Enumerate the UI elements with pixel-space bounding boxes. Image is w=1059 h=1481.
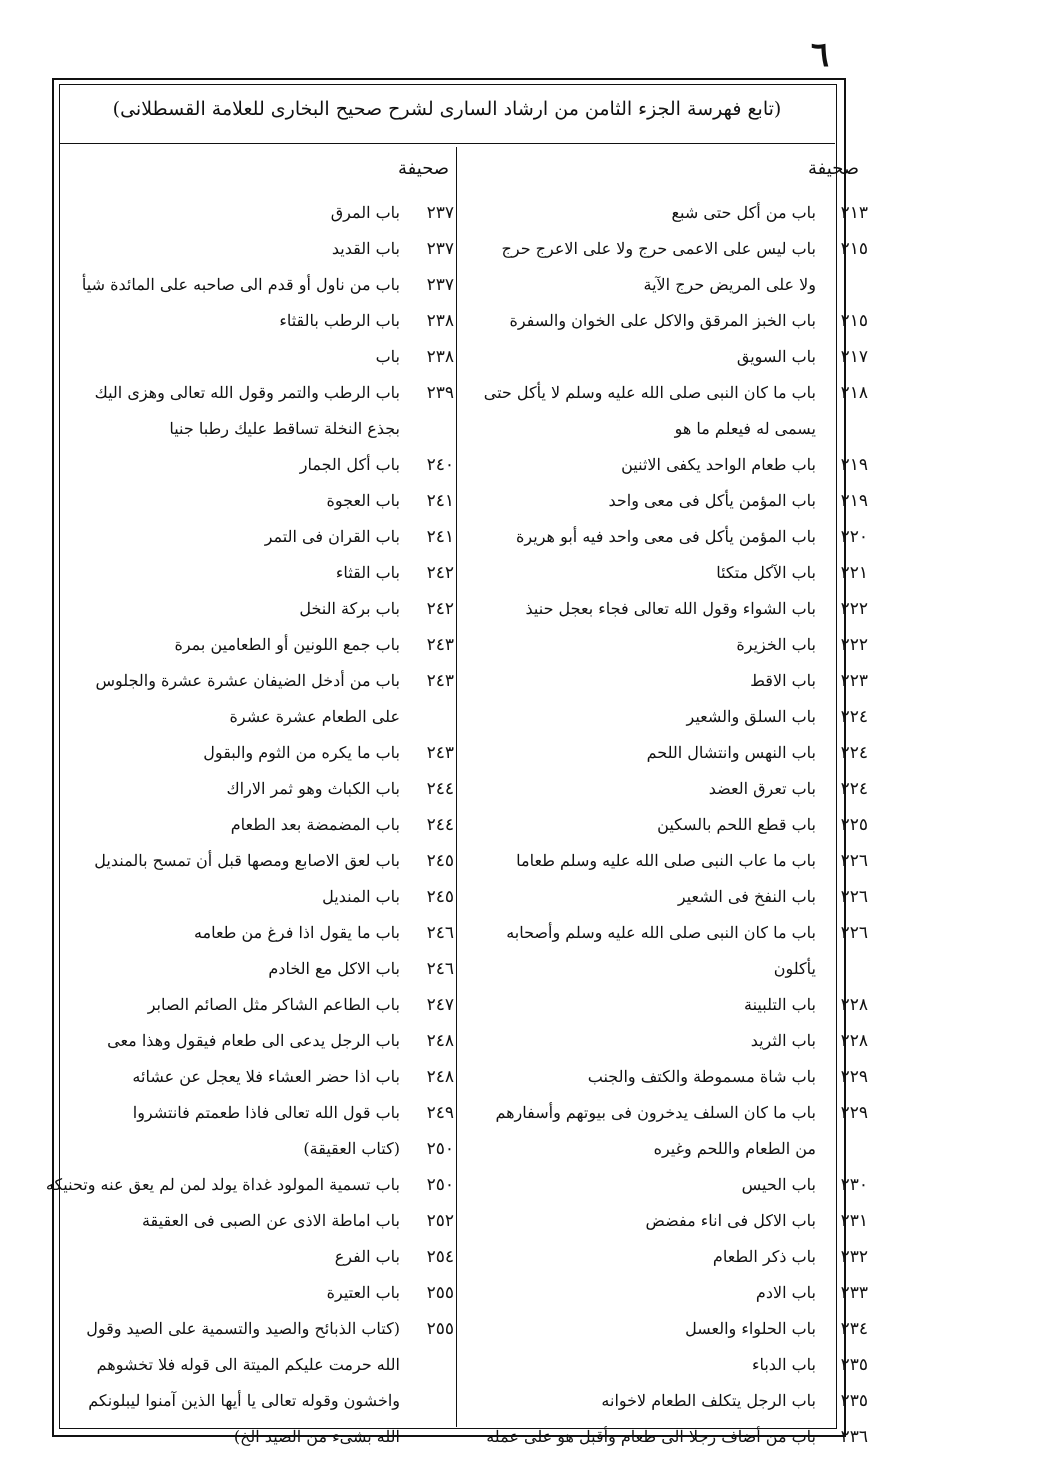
entry-title	[40, 591, 404, 627]
entry-title	[460, 1311, 820, 1347]
entry-page-number: ٢٣٣	[840, 1283, 868, 1303]
index-entry	[40, 447, 454, 483]
entry-title	[460, 519, 820, 555]
entry-title	[460, 699, 820, 735]
index-entry	[40, 1239, 454, 1275]
entry-title-line: (كتاب العقيقة)	[303, 1139, 400, 1158]
index-entry	[460, 987, 868, 1023]
index-entry	[40, 1275, 454, 1311]
entry-page-number: ٢٣٥	[840, 1391, 868, 1411]
entry-title-line: الله بشىء من الصيد الخ)	[233, 1427, 400, 1446]
index-entry	[460, 231, 868, 303]
entry-title-line: باب الكباث وهو ثمر الاراك	[226, 779, 400, 798]
left-column-header: صحيفة	[398, 158, 450, 179]
entry-title-line: باب لعق الاصابع ومصها قبل أن تمسح بالمنديل	[94, 851, 400, 870]
entry-title	[460, 375, 820, 447]
entry-page-number: ٢٣٥	[840, 1355, 868, 1375]
entry-page-number: ٢٢٩	[840, 1103, 868, 1123]
entry-page-number: ٢٤٤	[426, 815, 454, 835]
entry-title	[40, 735, 404, 771]
entry-title-line: باب المؤمن يأكل فى معى واحد	[608, 491, 816, 510]
entry-title-line: باب ما يقول اذا فرغ من طعامه	[193, 923, 400, 942]
entry-page-number: ٢٢٩	[840, 1067, 868, 1087]
index-entry	[40, 483, 454, 519]
entry-title-line: باب اذا حضر العشاء فلا يعجل عن عشائه	[132, 1067, 400, 1086]
index-entry	[460, 447, 868, 483]
index-entry	[40, 303, 454, 339]
index-entry	[460, 1347, 868, 1383]
entry-title	[460, 447, 820, 483]
entry-page-number: ٢٥٥	[426, 1283, 454, 1303]
entry-page-number: ٢٥٥	[426, 1319, 454, 1339]
index-entry	[40, 1023, 454, 1059]
entry-title-line: ولا على المريض حرج الآية	[643, 275, 816, 294]
entry-title	[460, 1059, 820, 1095]
index-entry	[460, 843, 868, 879]
entry-page-number: ٢٣٦	[840, 1427, 868, 1447]
entry-title-line: باب أكل الجمار	[299, 455, 400, 474]
right-column-header: صحيفة	[808, 158, 860, 179]
entry-title-line: باب ما كان السلف يدخرون فى بيوتهم وأسفارهم	[495, 1103, 816, 1122]
entry-page-number: ٢٥٠	[426, 1175, 454, 1195]
index-entry	[460, 1419, 868, 1455]
entry-title-line: يسمى له فيعلم ما هو	[674, 419, 816, 438]
entry-page-number: ٢٣٧	[426, 275, 454, 295]
entry-title	[460, 1383, 820, 1419]
entry-title-line: واخشون وقوله تعالى يا أيها الذين آمنوا ليبلونكم	[88, 1391, 400, 1410]
entry-title-line: باب ما كان النبى صلى الله عليه وسلم لا يأكل حتى	[483, 383, 816, 402]
entry-title	[40, 519, 404, 555]
entry-title-line: باب ما عاب النبى صلى الله عليه وسلم طعاما	[516, 851, 816, 870]
entry-title	[460, 771, 820, 807]
entry-title-line: باب من أضاف رجلا الى طعام وأقبل هو على عمله	[486, 1427, 816, 1446]
right-column	[460, 195, 868, 1455]
title-rule	[59, 143, 835, 144]
entry-title	[460, 807, 820, 843]
index-entry	[460, 1383, 868, 1419]
entry-title	[460, 591, 820, 627]
entry-page-number: ٢٢٨	[840, 1031, 868, 1051]
index-entry	[460, 807, 868, 843]
entry-title-line: باب جمع اللونين أو الطعامين بمرة	[174, 635, 400, 654]
entry-page-number: ٢٢٢	[840, 599, 868, 619]
entry-title-line: باب المرق	[330, 203, 400, 222]
entry-title-line: باب الحلواء والعسل	[685, 1319, 816, 1338]
entry-page-number: ٢٤٩	[426, 1103, 454, 1123]
entry-page-number: ٢٣١	[840, 1211, 868, 1231]
entry-title	[40, 483, 404, 519]
entry-page-number: ٢٤٥	[426, 887, 454, 907]
index-entry	[460, 699, 868, 735]
entry-title-line: باب الرجل يتكلف الطعام لاخوانه	[601, 1391, 816, 1410]
entry-title	[460, 1419, 820, 1455]
entry-title	[460, 735, 820, 771]
index-entry	[40, 1131, 454, 1167]
entry-title	[40, 1023, 404, 1059]
entry-title-line: باب التلبينة	[744, 995, 816, 1014]
entry-title-line: باب ما كان النبى صلى الله عليه وسلم وأصحابه	[506, 923, 816, 942]
entry-page-number: ٢٣٨	[426, 311, 454, 331]
entry-title	[460, 303, 820, 339]
entry-title	[40, 987, 404, 1023]
entry-title-line: باب الخبز المرقق والاكل على الخوان والسفرة	[509, 311, 816, 330]
entry-title-line: باب من أدخل الضيفان عشرة عشرة والجلوس	[95, 671, 400, 690]
entry-title	[40, 663, 404, 735]
entry-page-number: ٢٤٦	[426, 959, 454, 979]
entry-title	[460, 987, 820, 1023]
entry-title-line: باب ذكر الطعام	[712, 1247, 816, 1266]
entry-title	[40, 807, 404, 843]
entry-title-line: باب الرطب والتمر وقول الله تعالى وهزى اليك	[94, 383, 400, 402]
index-entry	[40, 519, 454, 555]
entry-title	[40, 1059, 404, 1095]
entry-title	[40, 375, 404, 447]
entry-title	[460, 339, 820, 375]
entry-title-line: من الطعام واللحم وغيره	[653, 1139, 816, 1158]
entry-page-number: ٢٢٨	[840, 995, 868, 1015]
entry-title-line: باب السويق	[736, 347, 816, 366]
entry-title-line: باب الاكل مع الخادم	[268, 959, 400, 978]
entry-title-line: باب القديد	[331, 239, 400, 258]
entry-title-line: باب تعرق العضد	[708, 779, 816, 798]
entry-title	[460, 663, 820, 699]
index-entry	[40, 1095, 454, 1131]
entry-page-number: ٢١٥	[840, 239, 868, 259]
entry-page-number: ٢١٩	[840, 491, 868, 511]
entry-title-line: باب ما يكره من الثوم والبقول	[203, 743, 400, 762]
entry-page-number: ٢١٥	[840, 311, 868, 331]
index-entry	[460, 1239, 868, 1275]
entry-title-line: باب بركة النخل	[299, 599, 400, 618]
entry-title-line: باب العتيرة	[326, 1283, 400, 1302]
index-entry	[40, 771, 454, 807]
entry-title-line: بجذع النخلة تساقط عليك رطبا جنيا	[169, 419, 400, 438]
entry-title	[460, 915, 820, 987]
entry-page-number: ٢٢٤	[840, 707, 868, 727]
entry-title-line: باب الآكل متكئا	[716, 563, 816, 582]
index-entry	[460, 1059, 868, 1095]
entry-page-number: ٢١٧	[840, 347, 868, 367]
index-entry	[40, 195, 454, 231]
left-column	[40, 195, 454, 1455]
entry-title-line: (كتاب الذبائح والصيد والتسمية على الصيد وقول	[86, 1319, 400, 1338]
entry-title	[40, 447, 404, 483]
entry-title	[460, 231, 820, 303]
entry-title-line: باب السلق والشعير	[686, 707, 816, 726]
index-entry	[460, 1167, 868, 1203]
entry-title	[460, 1239, 820, 1275]
index-entry	[460, 1311, 868, 1347]
entry-page-number: ٢٤٢	[426, 599, 454, 619]
entry-title-line: باب قول الله تعالى فاذا طعمتم فانتشروا	[132, 1103, 400, 1122]
entry-title	[40, 555, 404, 591]
entry-page-number: ٢٢٦	[840, 923, 868, 943]
entry-page-number: ٢٣٧	[426, 239, 454, 259]
index-entry	[460, 663, 868, 699]
entry-page-number: ٢٥٠	[426, 1139, 454, 1159]
index-entry	[40, 267, 454, 303]
entry-title	[40, 1239, 404, 1275]
entry-page-number: ٢٢٢	[840, 635, 868, 655]
entry-page-number: ٢٥٢	[426, 1211, 454, 1231]
entry-title-line: باب الشواء وقول الله تعالى فجاء بعجل حنيذ	[525, 599, 816, 618]
index-entry	[460, 195, 868, 231]
entry-title	[40, 951, 404, 987]
entry-page-number: ٢٣٤	[840, 1319, 868, 1339]
entry-title-line: باب المنديل	[322, 887, 400, 906]
entry-title-line: باب الثريد	[750, 1031, 816, 1050]
entry-page-number: ٢٢٣	[840, 671, 868, 691]
entry-title	[460, 1095, 820, 1167]
entry-title-line: باب النهس وانتشال اللحم	[646, 743, 816, 762]
index-entry	[460, 303, 868, 339]
entry-page-number: ٢٤٧	[426, 995, 454, 1015]
index-entry	[40, 843, 454, 879]
entry-title	[40, 303, 404, 339]
entry-title-line: باب قطع اللحم بالسكين	[657, 815, 816, 834]
entry-title	[40, 1095, 404, 1131]
entry-page-number: ٢٢٦	[840, 851, 868, 871]
index-entry	[460, 879, 868, 915]
entry-page-number: ٢٥٤	[426, 1247, 454, 1267]
entry-page-number: ٢٢٤	[840, 743, 868, 763]
index-entry	[40, 591, 454, 627]
entry-title-line: باب اماطة الاذى عن الصبى فى العقيقة	[141, 1211, 400, 1230]
index-entry	[40, 555, 454, 591]
entry-title-line: باب المضمضة بعد الطعام	[230, 815, 400, 834]
index-entry	[40, 375, 454, 447]
page-number: ٦	[810, 35, 830, 75]
entry-page-number: ٢٣٢	[840, 1247, 868, 1267]
index-entry	[40, 807, 454, 843]
entry-title-line: باب النفخ فى الشعير	[677, 887, 816, 906]
entry-title-line: باب طعام الواحد يكفى الاثنين	[621, 455, 816, 474]
entry-title-line: باب الخزيرة	[736, 635, 816, 654]
entry-page-number: ٢١٨	[840, 383, 868, 403]
entry-title	[40, 231, 404, 267]
entry-title	[40, 843, 404, 879]
entry-page-number: ٢٤٣	[426, 671, 454, 691]
entry-title	[460, 555, 820, 591]
entry-title	[40, 339, 404, 375]
entry-page-number: ٢٤٤	[426, 779, 454, 799]
index-entry	[460, 519, 868, 555]
entry-title	[40, 1311, 404, 1455]
index-entry	[40, 339, 454, 375]
entry-page-number: ٢٣٧	[426, 203, 454, 223]
entry-page-number: ٢١٣	[840, 203, 868, 223]
entry-page-number: ٢٤١	[426, 491, 454, 511]
entry-title	[40, 1203, 404, 1239]
entry-title-line: باب من ناول أو قدم الى صاحبه على المائدة شيأ	[81, 275, 400, 294]
page-title: (تابع فهرسة الجزء الثامن من ارشاد السارى لشرح صحيح البخارى للعلامة القسطلانى)	[112, 98, 782, 120]
entry-title-line: باب القثاء	[335, 563, 400, 582]
entry-page-number: ٢٤١	[426, 527, 454, 547]
entry-title-line: باب الاقط	[750, 671, 816, 690]
index-entry	[40, 627, 454, 663]
entry-page-number: ٢٤٠	[426, 455, 454, 475]
entry-title-line: باب تسمية المولود غداة يولد لمن لم يعق عنه وتحنيكه	[45, 1175, 400, 1194]
entry-title	[40, 195, 404, 231]
entry-title-line: باب المؤمن يأكل فى معى واحد فيه أبو هريرة	[516, 527, 816, 546]
entry-title-line: باب الحيس	[741, 1175, 816, 1194]
entry-page-number: ٢٢٤	[840, 779, 868, 799]
index-entry	[460, 771, 868, 807]
entry-title-line: باب الطاعم الشاكر مثل الصائم الصابر	[147, 995, 400, 1014]
entry-page-number: ٢٢٥	[840, 815, 868, 835]
entry-title	[460, 195, 820, 231]
entry-title	[40, 1131, 404, 1167]
entry-title-line: يأكلون	[773, 959, 816, 978]
index-entry	[40, 1311, 454, 1455]
column-divider	[456, 147, 457, 1427]
entry-page-number: ٢٤٢	[426, 563, 454, 583]
index-entry	[460, 627, 868, 663]
entry-title-line: باب شاة مسموطة والكتف والجنب	[587, 1067, 816, 1086]
entry-title	[460, 1275, 820, 1311]
entry-page-number: ٢٣٨	[426, 347, 454, 367]
entry-title-line: باب القران فى التمر	[264, 527, 400, 546]
index-entry	[460, 915, 868, 987]
index-entry	[40, 663, 454, 735]
entry-page-number: ٢٢٦	[840, 887, 868, 907]
index-entry	[460, 591, 868, 627]
index-entry	[40, 231, 454, 267]
entry-title	[40, 915, 404, 951]
entry-title-line: باب	[375, 347, 400, 366]
entry-title	[460, 879, 820, 915]
entry-page-number: ٢٤٥	[426, 851, 454, 871]
entry-title	[460, 1023, 820, 1059]
entry-title-line: الله حرمت عليكم الميتة الى قوله فلا تخشوهم	[96, 1355, 400, 1374]
index-entry	[40, 1167, 454, 1203]
index-entry	[460, 375, 868, 447]
index-entry	[460, 483, 868, 519]
entry-title-line: باب العجوة	[326, 491, 400, 510]
entry-page-number: ٢١٩	[840, 455, 868, 475]
index-entry	[460, 1023, 868, 1059]
entry-title	[40, 1167, 404, 1203]
index-entry	[40, 1203, 454, 1239]
entry-title	[460, 1167, 820, 1203]
entry-title	[460, 843, 820, 879]
index-entry	[40, 915, 454, 951]
entry-page-number: ٢٢١	[840, 563, 868, 583]
index-entry	[460, 555, 868, 591]
entry-title	[40, 771, 404, 807]
entry-title	[460, 483, 820, 519]
entry-page-number: ٢٣٩	[426, 383, 454, 403]
entry-title-line: باب الرطب بالقثاء	[279, 311, 400, 330]
entry-title-line: على الطعام عشرة عشرة	[229, 707, 400, 726]
index-entry	[460, 1275, 868, 1311]
entry-page-number: ٢٤٣	[426, 635, 454, 655]
index-entry	[460, 735, 868, 771]
entry-page-number: ٢٤٣	[426, 743, 454, 763]
entry-page-number: ٢٢٠	[840, 527, 868, 547]
index-entry	[40, 879, 454, 915]
index-entry	[460, 1203, 868, 1239]
entry-page-number: ٢٣٠	[840, 1175, 868, 1195]
entry-page-number: ٢٤٦	[426, 923, 454, 943]
entry-page-number: ٢٤٨	[426, 1031, 454, 1051]
entry-title	[40, 627, 404, 663]
entry-title-line: باب الاكل فى اناء مفضض	[645, 1211, 816, 1230]
entry-title	[40, 267, 404, 303]
entry-title	[460, 1203, 820, 1239]
index-entry	[40, 951, 454, 987]
entry-title-line: باب الادم	[755, 1283, 816, 1302]
entry-title-line: باب من أكل حتى شبع	[671, 203, 816, 222]
entry-title	[40, 879, 404, 915]
index-entry	[40, 1059, 454, 1095]
entry-title-line: باب ليس على الاعمى حرج ولا على الاعرج حرج	[501, 239, 816, 258]
entry-title	[460, 627, 820, 663]
index-entry	[40, 735, 454, 771]
entry-title-line: باب الفرع	[334, 1247, 400, 1266]
entry-title	[460, 1347, 820, 1383]
entry-title	[40, 1275, 404, 1311]
index-entry	[460, 339, 868, 375]
index-entry	[40, 987, 454, 1023]
entry-page-number: ٢٤٨	[426, 1067, 454, 1087]
index-entry	[460, 1095, 868, 1167]
entry-title-line: باب الرجل يدعى الى طعام فيقول وهذا معى	[107, 1031, 400, 1050]
entry-title-line: باب الدباء	[751, 1355, 816, 1374]
